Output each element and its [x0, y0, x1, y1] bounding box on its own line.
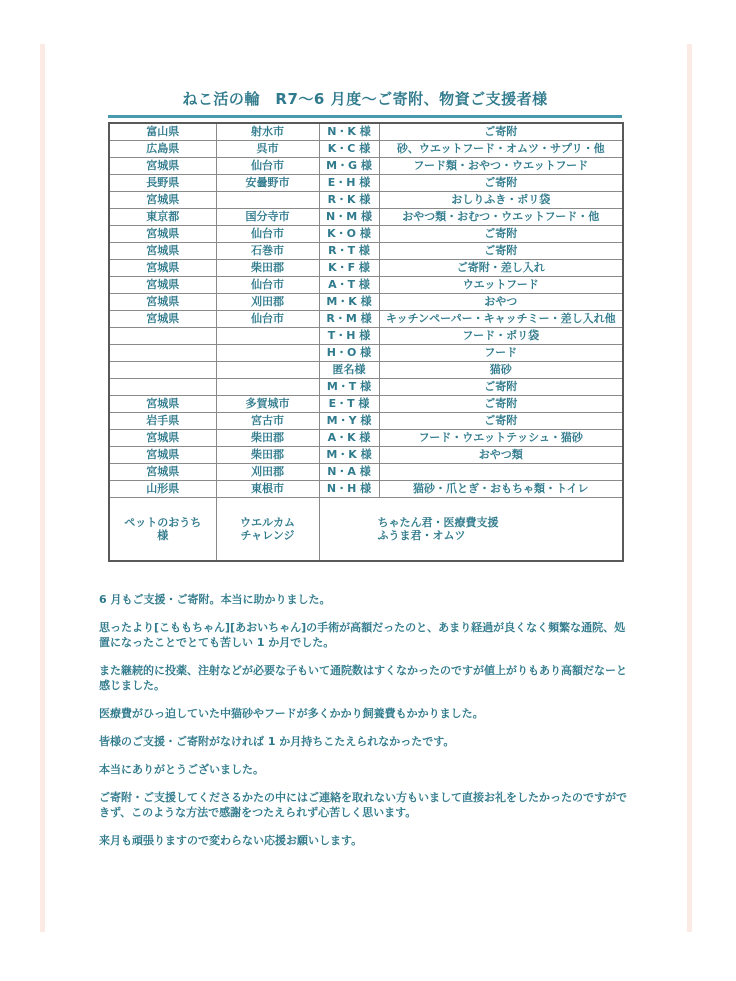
footer-via-line1: ウエルカム: [240, 515, 295, 529]
cell-donor: H・O 様: [319, 345, 379, 362]
cell-prefecture: 宮城県: [109, 260, 216, 277]
cell-donor: R・K 様: [319, 192, 379, 209]
cell-items: ご寄附: [379, 243, 623, 260]
cell-items: ご寄附: [379, 226, 623, 243]
cell-items: おやつ類・おむつ・ウエットフード・他: [379, 209, 623, 226]
monthly-letter: [99, 592, 636, 861]
footer-items-line1: ちゃたん君・医療費支援: [377, 515, 499, 529]
cell-donor: 匿名様: [319, 362, 379, 379]
cell-prefecture: [109, 379, 216, 396]
cell-prefecture: 宮城県: [109, 192, 216, 209]
cell-city: 柴田郡: [216, 447, 319, 464]
cell-city: 射水市: [216, 123, 319, 141]
letter-paragraph: 6 月もご支援・ご寄附。本当に助かりました。: [99, 593, 331, 606]
cell-prefecture: 山形県: [109, 481, 216, 498]
cell-prefecture: 宮城県: [109, 464, 216, 481]
table-row: [109, 294, 623, 311]
cell-items: ご寄附: [379, 175, 623, 192]
cell-city: 柴田郡: [216, 430, 319, 447]
title-underline: [108, 115, 622, 118]
table-row: [109, 481, 623, 498]
cell-city: 仙台市: [216, 311, 319, 328]
cell-prefecture: 宮城県: [109, 311, 216, 328]
footer-items-line2: ふうま君・オムツ: [377, 529, 466, 542]
cell-prefecture: 宮城県: [109, 158, 216, 175]
cell-donor: N・A 様: [319, 464, 379, 481]
cell-prefecture: 宮城県: [109, 447, 216, 464]
cell-city: 宮古市: [216, 413, 319, 430]
cell-prefecture: [109, 328, 216, 345]
footer-via-line2: チャレンジ: [240, 529, 295, 542]
donor-report: [108, 88, 622, 562]
cell-donor: T・H 様: [319, 328, 379, 345]
table-row: [109, 345, 623, 362]
table-row: [109, 430, 623, 447]
cell-prefecture: 岩手県: [109, 413, 216, 430]
cell-prefecture: 宮城県: [109, 294, 216, 311]
cell-donor: R・M 様: [319, 311, 379, 328]
cell-city: 仙台市: [216, 277, 319, 294]
cell-items: フード: [379, 345, 623, 362]
cell-donor: N・K 様: [319, 123, 379, 141]
table-row: [109, 192, 623, 209]
letter-paragraph: 思ったより[こももちゃん][あおいちゃん]の手術が高額だったのと、あまり経過が良くなく頻繁な通院、処置になったことでとても苦しい 1 か月でした。: [99, 621, 626, 649]
left-page-border: [40, 44, 45, 932]
cell-items: フード・ウエットテッシュ・猫砂: [379, 430, 623, 447]
cell-city: 仙台市: [216, 226, 319, 243]
cell-donor: N・M 様: [319, 209, 379, 226]
cell-donor: M・K 様: [319, 294, 379, 311]
table-row: [109, 175, 623, 192]
right-page-border: [687, 44, 692, 932]
table-row: [109, 260, 623, 277]
cell-prefecture: 宮城県: [109, 430, 216, 447]
cell-items: 猫砂・爪とぎ・おもちゃ類・トイレ: [379, 481, 623, 498]
letter-paragraph: 来月も頑張りますので変わらない応援お願いします。: [99, 834, 363, 847]
cell-footer-via: [216, 498, 319, 562]
cell-city: 刈田郡: [216, 294, 319, 311]
cell-donor: M・K 様: [319, 447, 379, 464]
cell-city: 柴田郡: [216, 260, 319, 277]
cell-donor: K・C 様: [319, 141, 379, 158]
cell-donor: K・F 様: [319, 260, 379, 277]
cell-prefecture: 宮城県: [109, 226, 216, 243]
cell-city: 安曇野市: [216, 175, 319, 192]
cell-donor: E・H 様: [319, 175, 379, 192]
cell-city: 多賀城市: [216, 396, 319, 413]
cell-city: [216, 328, 319, 345]
cell-prefecture: 長野県: [109, 175, 216, 192]
cell-items: ご寄附: [379, 413, 623, 430]
cell-footer-donor: [109, 498, 216, 562]
donor-table: [108, 122, 624, 562]
table-row: [109, 209, 623, 226]
footer-donor-line2: 様: [157, 529, 169, 542]
table-row: [109, 158, 623, 175]
cell-items: おやつ類: [379, 447, 623, 464]
table-row: [109, 447, 623, 464]
table-row: [109, 311, 623, 328]
cell-prefecture: 宮城県: [109, 243, 216, 260]
table-row: [109, 141, 623, 158]
table-row: [109, 226, 623, 243]
letter-paragraph: 医療費がひっ迫していた中猫砂やフードが多くかかり飼養費もかかりました。: [99, 707, 484, 720]
cell-items: キッチンペーパー・キャッチミー・差し入れ他: [379, 311, 623, 328]
cell-prefecture: 富山県: [109, 123, 216, 141]
cell-donor: R・T 様: [319, 243, 379, 260]
cell-city: 仙台市: [216, 158, 319, 175]
cell-city: 刈田郡: [216, 464, 319, 481]
cell-items: ご寄附: [379, 396, 623, 413]
cell-items: フード類・おやつ・ウエットフード: [379, 158, 623, 175]
cell-city: [216, 362, 319, 379]
cell-items: [379, 464, 623, 481]
cell-donor: M・G 様: [319, 158, 379, 175]
cell-city: 呉市: [216, 141, 319, 158]
donor-table-body: [109, 123, 623, 498]
cell-city: [216, 192, 319, 209]
cell-donor: N・H 様: [319, 481, 379, 498]
cell-items: おやつ: [379, 294, 623, 311]
table-footer-row: [109, 498, 623, 562]
cell-prefecture: 宮城県: [109, 277, 216, 294]
letter-paragraph: また継続的に投薬、注射などが必要な子もいて通院数はすくなかったのですが値上がりもあり高額だなーと感じました。: [99, 664, 627, 692]
letter-paragraph: ご寄附・ご支援してくださるかたの中にはご連絡を取れない方もいまして直接お礼をしたかったのですができず、このような方法で感謝をつたえられず心苦しく思います。: [99, 791, 627, 819]
donor-table-footer: [109, 498, 623, 562]
cell-items: ご寄附: [379, 123, 623, 141]
table-row: [109, 277, 623, 294]
cell-donor: K・O 様: [319, 226, 379, 243]
letter-paragraph: 本当にありがとうございました。: [99, 763, 264, 776]
table-row: [109, 379, 623, 396]
cell-donor: M・Y 様: [319, 413, 379, 430]
cell-prefecture: 広島県: [109, 141, 216, 158]
table-row: [109, 413, 623, 430]
page-title: ねこ活の輪 R7～6 月度～ご寄附、物資ご支援者様: [182, 90, 548, 108]
cell-items: 砂、ウエットフード・オムツ・サプリ・他: [379, 141, 623, 158]
cell-city: [216, 379, 319, 396]
cell-prefecture: [109, 362, 216, 379]
cell-items: 猫砂: [379, 362, 623, 379]
cell-prefecture: 東京都: [109, 209, 216, 226]
table-row: [109, 362, 623, 379]
cell-donor: A・K 様: [319, 430, 379, 447]
cell-city: [216, 345, 319, 362]
cell-city: 石巻市: [216, 243, 319, 260]
table-row: [109, 328, 623, 345]
cell-items: ウエットフード: [379, 277, 623, 294]
cell-items: フード・ポリ袋: [379, 328, 623, 345]
cell-items: おしりふき・ポリ袋: [379, 192, 623, 209]
cell-city: 国分寺市: [216, 209, 319, 226]
cell-prefecture: [109, 345, 216, 362]
cell-footer-items: [319, 498, 623, 562]
cell-prefecture: 宮城県: [109, 396, 216, 413]
table-row: [109, 243, 623, 260]
cell-items: ご寄附・差し入れ: [379, 260, 623, 277]
table-row: [109, 396, 623, 413]
cell-donor: M・T 様: [319, 379, 379, 396]
cell-city: 東根市: [216, 481, 319, 498]
letter-paragraph: 皆様のご支援・ご寄附がなければ 1 か月持ちこたえられなかったです。: [99, 735, 455, 748]
table-row: [109, 464, 623, 481]
table-row: [109, 123, 623, 141]
cell-items: ご寄附: [379, 379, 623, 396]
footer-donor-line1: ペットのおうち: [124, 515, 202, 529]
cell-donor: E・T 様: [319, 396, 379, 413]
cell-donor: A・T 様: [319, 277, 379, 294]
